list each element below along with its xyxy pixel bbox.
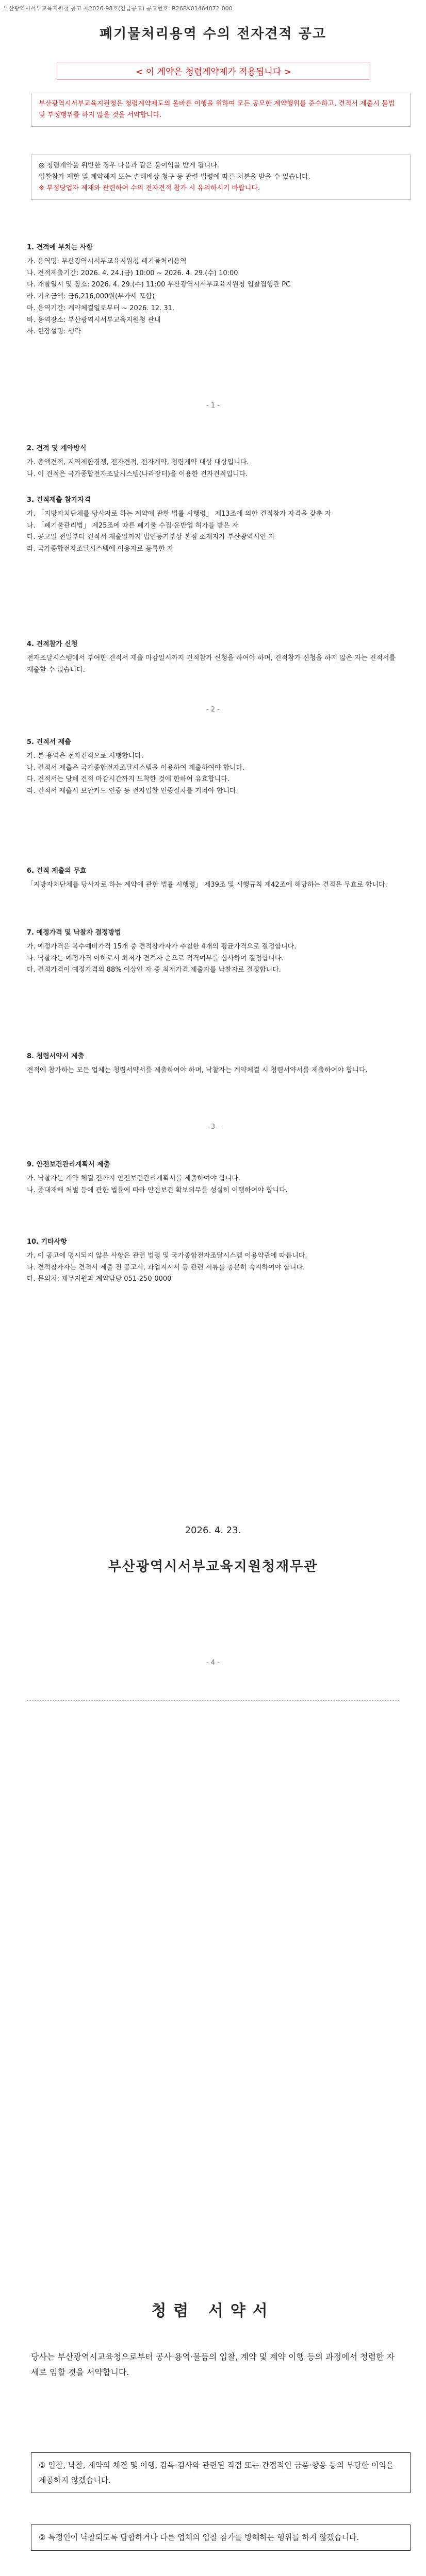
section-row: 마. 용역기간: 계약체결일로부터 ~ 2026. 12. 31. [27, 304, 175, 312]
section-row: 다. 문의처: 재무지원과 계약담당 051-250-0000 [27, 1275, 172, 1283]
section-row: 나. 중대재해 처벌 등에 관한 법률에 따라 안전보건 확보의무를 성실히 이행하여야 합니다. [27, 1186, 288, 1194]
pledge-title: 청렴 서약서 [151, 2302, 275, 2320]
page-divider [27, 1700, 399, 1701]
section-row: 나. 낙찰자는 예정가격 이하로서 최저가 견적자 순으로 적격여부를 심사하여 결정합니다. [27, 954, 284, 962]
pledge-item: ② 특정인이 낙찰되도록 담합하거나 다른 업체의 입찰 참가를 방해하는 행위를 하지 않겠습니다. [31, 2524, 411, 2551]
issuing-authority: 부산광역시서부교육지원청재무관 [108, 1559, 318, 1574]
notice-header: 부산광역시서부교육지원청 공고 제2026-98호(긴급공고) 공고번호: R26BK01464872-000 [3, 5, 233, 12]
section-3 [27, 495, 399, 555]
page-number: - 2 - [206, 706, 220, 714]
section-10 [27, 1236, 399, 1285]
section-heading: 1. 견적에 부치는 사항 [27, 244, 93, 251]
section-heading: 5. 견적서 제출 [27, 738, 71, 746]
section-row: 라. 기초금액: 금6,216,000원(부가세 포함) [27, 293, 155, 300]
section-9 [27, 1159, 399, 1196]
section-row: 나. 「폐기물관리법」 제25조에 따른 폐기물 수집·운반업 허가를 받은 자 [27, 521, 239, 530]
section-row: 「지방자치단체를 당사자로 하는 계약에 관한 법률 시행령」 제39조 및 시행규칙 제42조에 해당하는 견적은 무효로 합니다. [27, 880, 387, 889]
section-row: 나. 견적참가자는 견적서 제출 전 공고서, 과업지시서 등 관련 서류를 충분히 숙지하여야 합니다. [27, 1263, 305, 1272]
section-5 [27, 737, 399, 798]
section-row: 가. 이 공고에 명시되지 않은 사항은 관련 법령 및 국가종합전자조달시스템 이용약관에 따릅니다. [27, 1251, 307, 1260]
section-row: 가. 낙찰자는 계약 체결 전까지 안전보건관리계획서를 제출하여야 합니다. [27, 1174, 240, 1182]
section-row: 가. 용역명: 부산광역시서부교육지원청 폐기물처리용역 [27, 257, 187, 265]
document-title: 폐기물처리용역 수의 전자견적 공고 [100, 26, 326, 42]
section-row: 사. 현장설명: 생략 [27, 328, 81, 336]
section-row: 전자조달시스템에서 부여한 견적서 제출 마감일시까지 견적참가 신청을 하여야 하며, 견적참가 신청을 하지 않은 자는 견적서를 제출할 수 없습니다. [27, 654, 396, 674]
section-row: 가. 예정가격은 복수예비가격 15개 중 견적참가자가 추첨한 4개의 평균가격으로 결정합니다. [27, 942, 297, 951]
page-number: - 3 - [206, 1123, 220, 1131]
section-row: 가. 총액견적, 지역제한경쟁, 전자견적, 전자계약, 청렴계약 대상 대상입니다. [27, 458, 249, 466]
section-row: 라. 견적서 제출시 보안카드 인증 등 전자입찰 인증절차를 거쳐야 합니다. [27, 787, 238, 795]
section-heading: 4. 견적참가 신청 [27, 640, 78, 648]
section-4 [27, 639, 399, 676]
integrity-notice-box [31, 93, 411, 127]
section-6 [27, 866, 399, 891]
section-heading: 6. 견적 제출의 무효 [27, 867, 87, 875]
pledge-item: ① 입찰, 낙찰, 계약의 체결 및 이행, 감독·검사와 관련된 직접 또는 간접적인 금품·향응 등의 부당한 이익을 제공하지 않겠습니다. [31, 2452, 411, 2493]
penalty-line: ◎ 청렴계약을 위반한 경우 다음과 같은 불이익을 받게 됩니다. [39, 162, 219, 170]
section-row: 견적에 참가하는 모든 업체는 청렴서약서를 제출하여야 하며, 낙찰자는 계약체결 시 청렴서약서를 제출하여야 합니다. [27, 1066, 368, 1074]
integrity-contract-subtitle: < 이 계약은 청렴계약제가 적용됩니다 > [57, 62, 370, 80]
penalty-line: 입찰참가 제한 및 계약해지 또는 손해배상 청구 등 관련 법령에 따른 처분을 받을 수 있습니다. [39, 173, 310, 181]
pledge-body: 당사는 부산광역시교육청으로부터 공사·용역·물품의 입찰, 계약 및 계약 이행 등의 과정에서 청렴한 자세로 임할 것을 서약합니다. [31, 2352, 395, 2378]
section-row: 가. 본 용역은 전자견적으로 시행합니다. [27, 752, 143, 760]
section-heading: 10. 기타사항 [27, 1238, 67, 1246]
section-heading: 9. 안전보건관리계획서 제출 [27, 1161, 110, 1168]
section-heading: 2. 견적 및 계약방식 [27, 445, 87, 452]
section-heading: 8. 청렴서약서 제출 [27, 1053, 84, 1060]
section-row: 나. 견적서 제출은 국가종합전자조달시스템을 이용하여 제출하여야 합니다. [27, 764, 245, 772]
section-row: 바. 용역장소: 부산광역시서부교육지원청 관내 [27, 316, 161, 324]
section-row: 다. 견적서는 당해 견적 마감시간까지 도착한 것에 한하여 유효합니다. [27, 775, 230, 784]
section-row: 다. 공고일 전일부터 견적서 제출일까지 법인등기부상 본점 소재지가 부산광역시인 자 [27, 533, 275, 541]
section-row: 라. 국가종합전자조달시스템에 이용자로 등록한 자 [27, 545, 174, 553]
section-heading: 7. 예정가격 및 낙찰자 결정방법 [27, 929, 121, 937]
section-row: 나. 견적제출기간: 2026. 4. 24.(금) 10:00 ~ 2026. 4. 29.(수) 10:00 [27, 269, 238, 277]
page-number: - 1 - [206, 402, 220, 410]
section-7 [27, 927, 399, 976]
section-1 [27, 242, 399, 338]
section-2 [27, 443, 399, 480]
section-heading: 3. 견적제출 참가자격 [27, 496, 91, 504]
page-number: - 4 - [206, 1659, 220, 1667]
integrity-notice-text: 부산광역시서부교육지원청은 청렴계약제도의 올바른 이행을 위하여 모든 공모한 계약행위를 준수하고, 견적서 제출시 불법 및 부정행위를 하지 않을 것을 서약합니다. [39, 100, 395, 120]
section-row: 나. 이 견적은 국가종합전자조달시스템(나라장터)을 이용한 전자견적입니다. [27, 470, 248, 478]
section-8 [27, 1051, 399, 1077]
section-row: 가. 「지방자치단체를 당사자로 하는 계약에 관한 법률 시행령」 제13조에 의한 견적참가 자격을 갖춘 자 [27, 510, 332, 518]
notice-date: 2026. 4. 23. [185, 1525, 241, 1536]
penalty-line: ※ 부정당업자 제재와 관련하여 수의 전자견적 참가 시 유의하시기 바랍니다. [39, 184, 260, 193]
section-row: 다. 견적가격이 예정가격의 88% 이상인 자 중 최저가격 제출자를 낙찰자로 결정합니다. [27, 966, 281, 974]
penalty-notice-box [31, 155, 411, 200]
section-row: 다. 개찰일시 및 장소: 2026. 4. 29.(수) 11:00 부산광역시서부교육지원청 입찰집행관 PC [27, 281, 291, 289]
